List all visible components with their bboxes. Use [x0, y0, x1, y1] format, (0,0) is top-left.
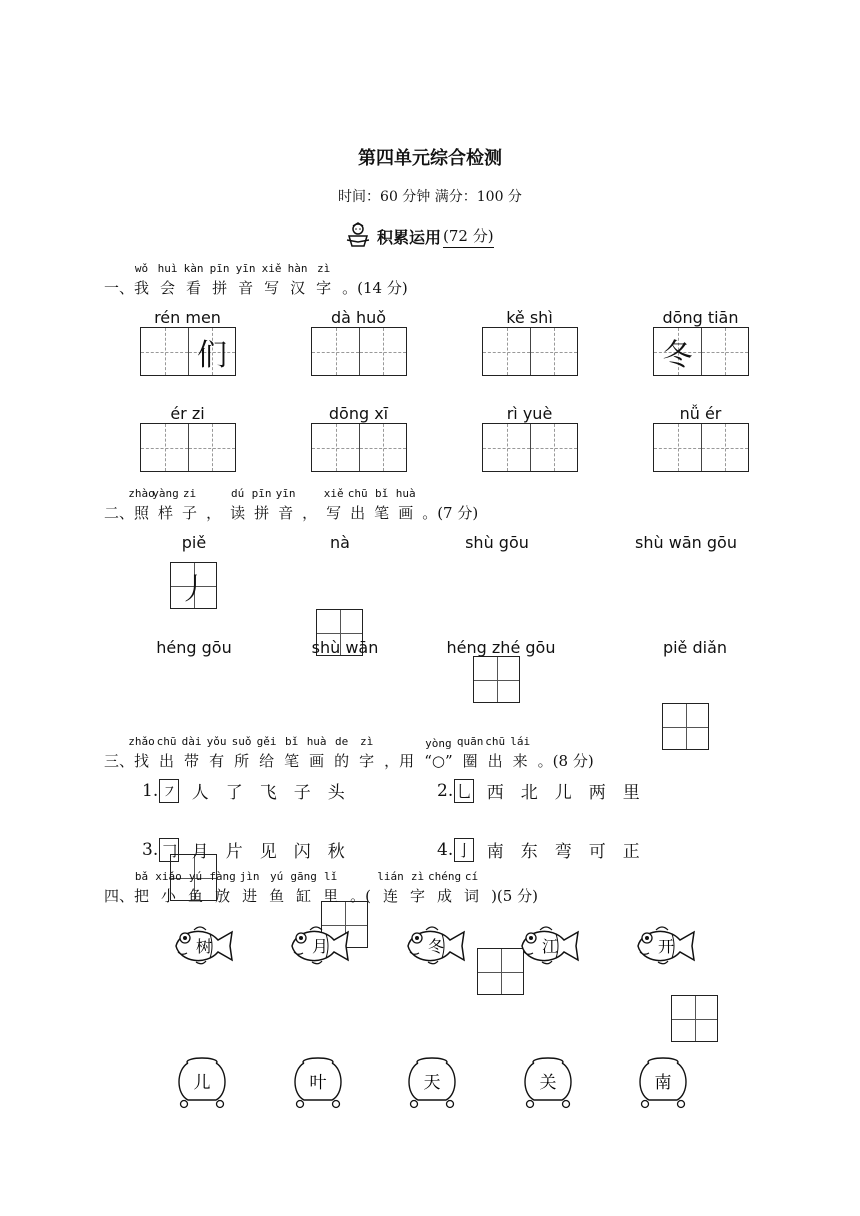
ruby-char: 。( [350, 887, 371, 905]
example-stroke: 丿 [178, 571, 209, 607]
fishbowl-icon[interactable] [174, 1054, 230, 1110]
word-pinyin: dà huǒ [330, 308, 387, 327]
ruby-char: 画 huà [395, 487, 416, 522]
word-pinyin: ér zi [170, 404, 205, 423]
ruby-char: 词 cí [464, 870, 480, 905]
ruby-pinyin: cí [464, 870, 479, 883]
ruby-char: 字 zì [316, 262, 332, 297]
ruby-char: 有 yǒu [206, 735, 227, 770]
writing-cell[interactable] [530, 424, 577, 471]
ruby-pinyin: bǎ [134, 870, 149, 883]
word-pinyin: rì yuè [506, 404, 553, 423]
ruby-pinyin: chū [156, 735, 177, 748]
ruby-pinyin: bǐ [375, 487, 389, 500]
candidate-char[interactable]: 见 [259, 842, 277, 862]
candidate-char[interactable]: 了 [225, 783, 243, 803]
stroke-pinyin: nà [330, 533, 350, 552]
stroke-pinyin: shù wān gōu [635, 533, 737, 552]
fish-icon[interactable] [404, 924, 468, 968]
ruby-char: 鱼 yú [188, 870, 204, 905]
stroke-box[interactable] [671, 995, 718, 1042]
ruby-char: 出 chū [347, 487, 368, 522]
ruby-char: 笔 bǐ [284, 735, 300, 770]
ruby-char: 里 lǐ [323, 870, 339, 905]
ruby-pinyin: pīn [209, 262, 230, 275]
writing-cell[interactable] [188, 424, 235, 471]
fish-icon[interactable] [288, 924, 352, 968]
ruby-pinyin: fàng [209, 870, 236, 883]
ruby-char: 鱼 yú [269, 870, 285, 905]
row-label: 3. [142, 839, 159, 860]
candidate-char[interactable]: 儿 [554, 783, 572, 803]
fish-icon[interactable] [518, 924, 582, 968]
stroke-pinyin: héng gōu [156, 638, 232, 657]
fishbowl-char: 南 [654, 1073, 672, 1093]
ruby-pinyin: zì [410, 870, 425, 883]
writing-box[interactable] [653, 423, 749, 472]
ruby-pinyin: huà [395, 487, 416, 500]
writing-cell[interactable] [530, 328, 577, 375]
ruby-char: 写 xiě [261, 262, 282, 297]
question-number: 四、 [104, 887, 135, 905]
ruby-char: 出 chū [156, 735, 177, 770]
ruby-pinyin: yǒu [206, 735, 227, 748]
stroke-box[interactable] [477, 948, 524, 995]
ruby-char: 的 de [334, 735, 350, 770]
ruby-char: 样 yàng [152, 487, 179, 522]
word-pinyin: rén men [154, 308, 221, 327]
given-char: 冬 [662, 337, 693, 373]
ruby-pinyin: xiǎo [155, 870, 182, 883]
ruby-char: 字 zì [359, 735, 375, 770]
stroke-row [142, 837, 353, 862]
question-tail: 。(14 分) [342, 279, 408, 297]
question-3-prompt [104, 735, 594, 771]
ruby-char: 圈 quān [456, 735, 484, 770]
ruby-char: 看 kàn [183, 262, 204, 297]
ruby-char: 汉 hàn [287, 262, 308, 297]
stroke-row [437, 778, 648, 803]
stroke-row [142, 778, 353, 803]
page-title: 第四单元综合检测 [358, 148, 502, 169]
ruby-pinyin: yòng [425, 737, 452, 750]
fish-icon[interactable] [172, 924, 236, 968]
ruby-char: 拼 pīn [209, 262, 230, 297]
writing-cell[interactable] [141, 328, 188, 375]
ruby-pinyin: huì [157, 262, 178, 275]
ruby-pinyin: zì [317, 262, 331, 275]
ruby-pinyin: yú [269, 870, 284, 883]
fish-char: 月 [311, 937, 329, 956]
ruby-pinyin: kàn [183, 262, 204, 275]
candidate-char[interactable]: 西 [486, 783, 504, 803]
ruby-pinyin: pīn [251, 487, 272, 500]
ruby-pinyin: lián [377, 870, 404, 883]
writing-cell[interactable] [483, 328, 530, 375]
writing-box[interactable] [140, 327, 236, 376]
writing-box[interactable] [653, 327, 749, 376]
ruby-char: 我 wǒ [134, 262, 150, 297]
given-char: 们 [197, 337, 227, 373]
fishbowl-icon[interactable] [635, 1054, 691, 1110]
ruby-pinyin: de [335, 735, 349, 748]
ruby-char: 带 dài [181, 735, 202, 770]
ruby-char: 找 zhǎo [128, 735, 155, 770]
ruby-pinyin: dú [230, 487, 245, 500]
writing-cell[interactable] [188, 328, 235, 375]
fishbowl-icon[interactable] [520, 1054, 576, 1110]
stroke-pinyin: shù gōu [465, 533, 529, 552]
ruby-char: 笔 bǐ [374, 487, 390, 522]
ruby-char: 字 zì [410, 870, 426, 905]
writing-cell[interactable] [359, 424, 406, 471]
ruby-pinyin: yú [188, 870, 203, 883]
ruby-pinyin: chū [347, 487, 368, 500]
fishbowl-char: 叶 [309, 1073, 327, 1093]
ruby-pinyin: dài [181, 735, 202, 748]
ruby-char: 照 zhào [128, 487, 155, 522]
ruby-char: 缸 gāng [290, 870, 317, 905]
writing-cell[interactable] [654, 424, 701, 471]
ruby-pinyin: xiě [323, 487, 344, 500]
ruby-char: 写 xiě [323, 487, 344, 522]
stroke-symbol: 亅 [454, 838, 474, 862]
ruby-pinyin: yàng [152, 487, 179, 500]
fishbowl-char: 天 [423, 1073, 441, 1093]
stroke-pinyin: piě diǎn [662, 638, 728, 657]
question-tail: 。(8 分) [537, 752, 594, 770]
writing-box[interactable] [311, 327, 407, 376]
ruby-char: 会 huì [157, 262, 178, 297]
ruby-pinyin: lái [510, 735, 531, 748]
ruby-char: 出 chū [485, 735, 506, 770]
stroke-row [437, 837, 648, 862]
word-pinyin: nǚ ér [679, 404, 722, 423]
fish-char: 开 [657, 937, 675, 956]
writing-box[interactable] [482, 423, 578, 472]
candidate-char[interactable]: 秋 [327, 842, 345, 862]
word-pinyin: dōng tiān [662, 308, 739, 327]
candidate-char[interactable]: 里 [622, 783, 640, 803]
question-2-prompt [104, 487, 479, 523]
ruby-char: 来 lái [510, 735, 531, 770]
question-4-prompt [104, 870, 538, 906]
candidate-char[interactable]: 东 [520, 842, 538, 862]
stroke-box[interactable] [170, 562, 217, 609]
question-number: 二、 [104, 504, 135, 522]
writing-cell[interactable] [701, 328, 748, 375]
candidate-char[interactable]: 飞 [259, 783, 277, 803]
ruby-pinyin: yīn [235, 262, 256, 275]
ruby-char: 给 gěi [256, 735, 277, 770]
row-label: 1. [142, 780, 159, 801]
writing-box[interactable] [482, 327, 578, 376]
candidate-char[interactable]: 子 [293, 783, 311, 803]
ruby-char: ， [206, 504, 222, 522]
writing-cell[interactable] [141, 424, 188, 471]
fish-char: 冬 [427, 937, 445, 956]
ruby-char: 画 huà [306, 735, 327, 770]
ruby-pinyin: chū [485, 735, 506, 748]
candidate-char[interactable]: 南 [486, 842, 504, 862]
question-1-prompt [104, 262, 408, 298]
ruby-char: 子 zi [182, 487, 198, 522]
ruby-pinyin: gāng [290, 870, 317, 883]
question-tail: )(5 分) [491, 887, 538, 905]
ruby-char: 进 jìn [239, 870, 260, 905]
ruby-pinyin: bǐ [284, 735, 299, 748]
ruby-pinyin: jìn [239, 870, 260, 883]
ruby-pinyin: zi [182, 487, 197, 500]
ruby-char: 小 xiǎo [155, 870, 182, 905]
candidate-char[interactable]: 北 [520, 783, 538, 803]
candidate-char[interactable]: 月 [191, 842, 209, 862]
candidate-char[interactable]: 片 [225, 842, 243, 862]
ruby-char: 所 suǒ [231, 735, 252, 770]
candidate-char[interactable]: 两 [588, 783, 606, 803]
fishbowl-char: 关 [539, 1073, 557, 1093]
fish-char: 树 [195, 937, 213, 956]
question-tail: 。(7 分) [422, 504, 479, 522]
candidate-char[interactable]: 弯 [554, 842, 572, 862]
fishbowl-icon[interactable] [404, 1054, 460, 1110]
writing-cell[interactable] [701, 424, 748, 471]
writing-cell[interactable] [654, 328, 701, 375]
fish-char: 江 [541, 937, 559, 956]
question-number: 一、 [104, 279, 135, 297]
ruby-pinyin: suǒ [231, 735, 252, 748]
ruby-pinyin: chéng [427, 870, 462, 883]
writing-cell[interactable] [483, 424, 530, 471]
word-pinyin: dōng xī [328, 404, 389, 423]
ruby-char: 把 bǎ [134, 870, 150, 905]
stroke-box[interactable] [662, 703, 709, 750]
ruby-char: 成 chéng [427, 870, 462, 905]
candidate-char[interactable]: 头 [327, 783, 345, 803]
ruby-pinyin: yīn [275, 487, 296, 500]
ruby-pinyin: quān [456, 735, 484, 748]
row-label: 4. [437, 839, 454, 860]
ruby-pinyin: xiě [261, 262, 282, 275]
ruby-pinyin: zhào [128, 487, 155, 500]
ruby-char: 音 yīn [235, 262, 256, 297]
ruby-char: ， [302, 504, 318, 522]
writing-cell[interactable] [359, 328, 406, 375]
writing-box[interactable] [311, 423, 407, 472]
ruby-char: 连 lián [377, 870, 404, 905]
fish-icon[interactable] [634, 924, 698, 968]
ruby-pinyin: hàn [287, 262, 308, 275]
candidate-char[interactable]: 正 [622, 842, 640, 862]
banner-points: (72 分) [443, 225, 494, 248]
ruby-pinyin: wǒ [134, 262, 149, 275]
exam-meta: 时间：60 分钟 满分：100 分 [338, 189, 522, 205]
ruby-pinyin: huà [306, 735, 327, 748]
candidate-char[interactable]: 可 [588, 842, 606, 862]
fishbowl-icon[interactable] [290, 1054, 346, 1110]
stroke-pinyin: shù wān [311, 638, 379, 657]
stroke-symbol: 乚 [454, 779, 474, 803]
banner-label: 积累运用 [377, 227, 442, 247]
ruby-char: 音 yīn [275, 487, 296, 522]
ruby-char: 拼 pīn [251, 487, 272, 522]
word-pinyin: kě shì [506, 308, 553, 327]
ruby-char: ，用 [384, 752, 415, 770]
ruby-char: 读 dú [230, 487, 246, 522]
ruby-pinyin: lǐ [324, 870, 338, 883]
stroke-pinyin: héng zhé gōu [446, 638, 556, 657]
stroke-symbol: ㇇ [159, 779, 179, 803]
reading-child-icon [343, 222, 373, 250]
ruby-char: 放 fàng [209, 870, 236, 905]
candidate-char[interactable]: 闪 [293, 842, 311, 862]
row-label: 2. [437, 780, 454, 801]
ruby-pinyin: gěi [256, 735, 277, 748]
ruby-pinyin: zhǎo [128, 735, 155, 748]
ruby-char: “○” yòng [424, 737, 453, 770]
section-banner [343, 221, 494, 251]
stroke-pinyin: piě [181, 533, 207, 552]
question-number: 三、 [104, 752, 135, 770]
writing-box[interactable] [140, 423, 236, 472]
candidate-char[interactable]: 人 [191, 783, 209, 803]
fishbowl-char: 儿 [193, 1073, 211, 1093]
ruby-pinyin: zì [360, 735, 374, 748]
stroke-box[interactable] [473, 656, 520, 703]
stroke-symbol: 𠃌 [159, 838, 179, 862]
writing-cell[interactable] [312, 328, 359, 375]
writing-cell[interactable] [312, 424, 359, 471]
